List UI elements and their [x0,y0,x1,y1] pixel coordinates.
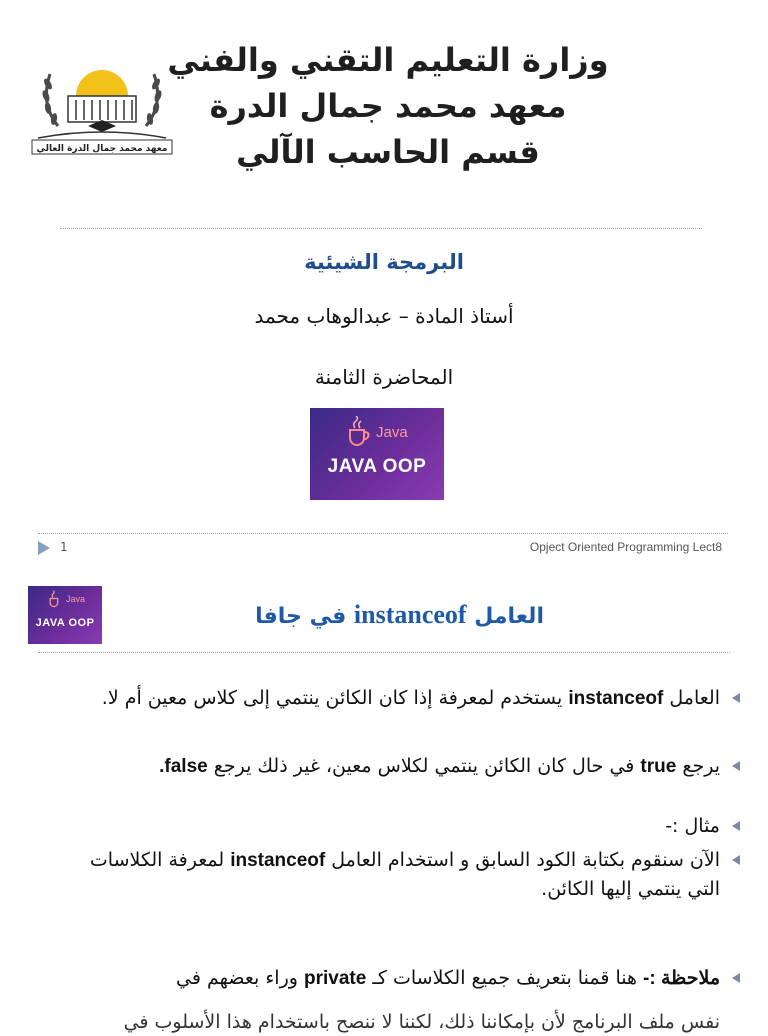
keyword: ملاحظة :- [643,968,720,989]
keyword: false. [159,756,208,777]
keyword: instanceof [568,688,664,709]
section-title-keyword: instanceof [353,600,467,629]
ministry-title: وزارة التعليم التقني والفني [167,41,609,79]
bullet-marker-icon [732,761,740,771]
page-number: 1 [60,540,68,554]
bullet-item [70,846,720,903]
section-title-ar2: في جافا [255,604,347,629]
keyword: private [303,968,367,989]
bullet-text: مثال :- [665,815,720,837]
section-divider [38,652,730,653]
bullet-text: لمعرفة الكلاسات التي ينتمي إليها الكائن. [89,849,720,900]
footer-course-title: Opject Oriented Programming Lect8 [529,540,722,554]
logo-caption: معهد محمد جمال الدرة العالي [36,144,168,154]
play-triangle-icon [38,541,50,555]
department-title: قسم الحاسب الآلي [236,133,540,171]
bullet-text: العامل [669,687,720,709]
bullet-marker-icon [732,855,740,865]
bullet-text: وراء بعضهم في [176,967,298,989]
section-title-ar1: العامل [474,604,544,629]
bullet-text: يرجع [682,755,720,777]
bullet-item [70,812,720,840]
java-cup-icon [48,590,62,608]
bullet-text: يستخدم لمعرفة إذا كان الكائن ينتمي إلى كلاس معين أم لا. [101,687,563,709]
keyword: instanceof [230,850,326,871]
bullet-item [70,752,720,781]
java-oop-text: JAVA OOP [35,617,95,629]
bullet-item [70,964,720,993]
java-cup-icon [346,416,372,446]
bullet-marker-icon [732,821,740,831]
java-badge-label: Java [66,594,86,604]
slide-divider [38,533,728,534]
bullet-continuation: نفس ملف البرنامج لأن بإمكاننا ذلك، لكننا لا ننصح باستخدام هذا الأسلوب في [123,1011,720,1033]
keyword: true [640,756,677,777]
institute-title: معهد محمد جمال الدرة [209,87,567,125]
java-badge-label: Java [376,424,408,441]
bullet-marker-icon [732,693,740,703]
bullet-text: الآن سنقوم بكتابة الكود السابق و استخدام العامل [331,849,720,871]
bullet-item [70,684,720,713]
teacher-name: أستاذ المادة – عبدالوهاب محمد [254,304,514,328]
bullet-marker-icon [732,973,740,983]
lecture-title: المحاضرة الثامنة [314,365,454,389]
bullet-text: في حال كان الكائن ينتمي لكلاس معين، غير ذلك يرجع [213,755,635,777]
java-oop-badge-small [28,586,102,644]
divider [60,228,702,229]
bullet-text: هنا قمنا بتعريف جميع الكلاسات كـ [372,967,637,989]
java-oop-text: JAVA OOP [327,456,427,477]
section-title [255,600,544,630]
java-oop-badge [310,408,444,500]
course-title: البرمجة الشيئية [304,250,464,274]
